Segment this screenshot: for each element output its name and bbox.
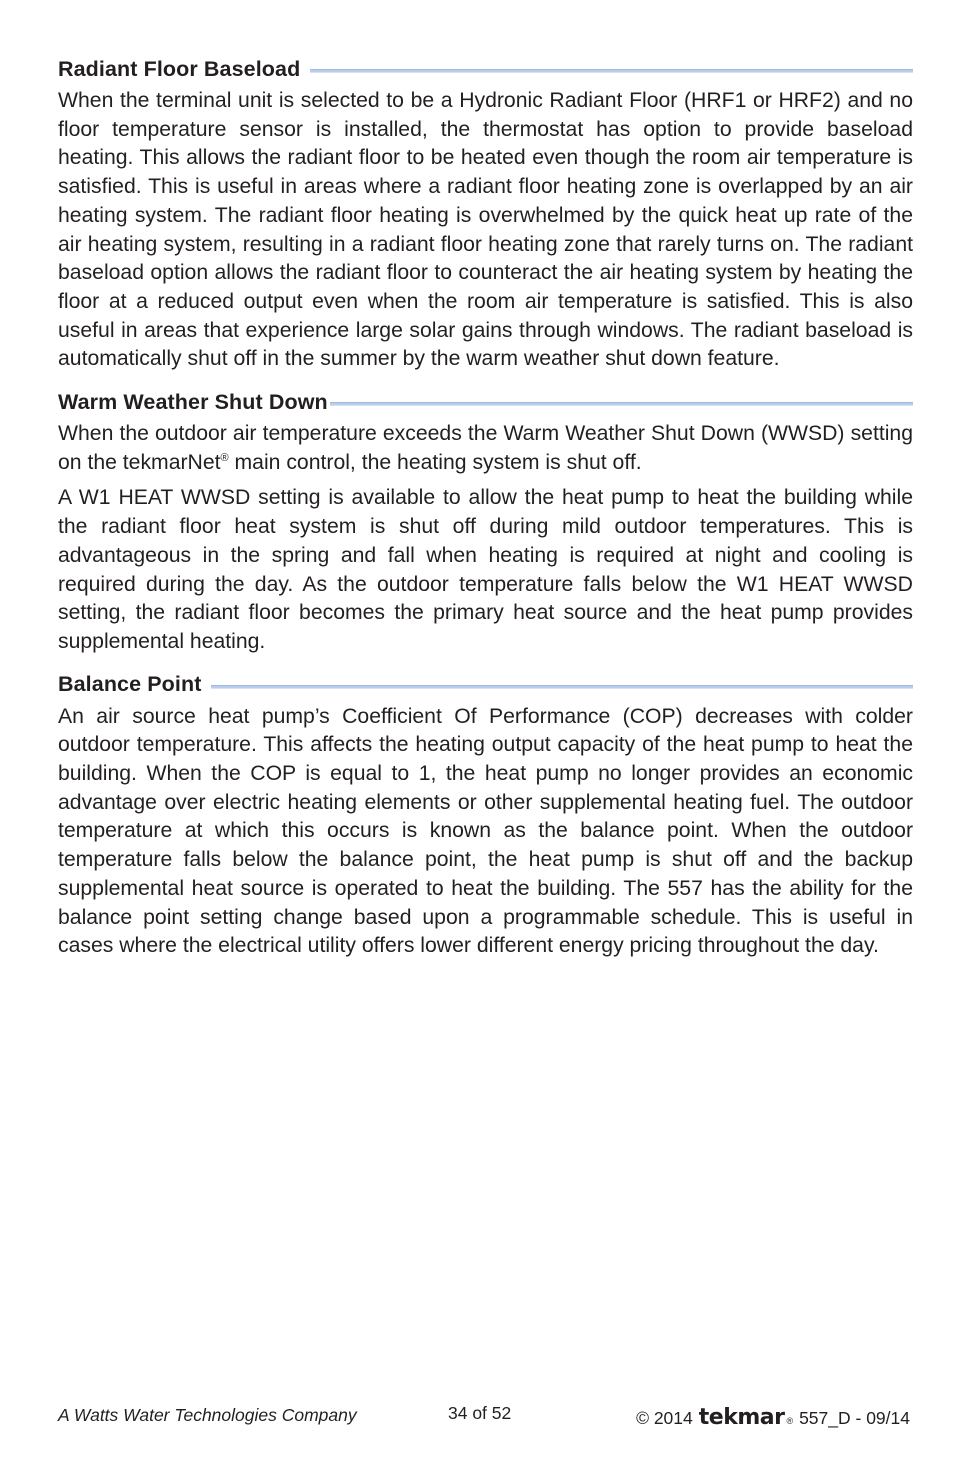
section-title: Warm Weather Shut Down: [58, 389, 328, 414]
section-warm-weather-shut-down: [58, 388, 913, 657]
section-title: Radiant Floor Baseload: [58, 56, 301, 81]
document-body: [58, 55, 913, 975]
paragraph: An air source heat pump’s Coefficient Of Performance (COP) decreases with colder outdoor temperature. This affects the heating output capacity of the heat pump to heat the building. When the COP is equal to 1, the heat pump no longer provides an economic advantage over electric heating elements or other supplemental heating fuel. The outdoor temperature at which this occurs is known as the balance point. When the outdoor temperature falls below the balance point, the heat pump is shut off and the backup supplemental heat source is operated to heat the building. The 557 has the ability for the balance point setting change based upon a programmable schedule. This is useful in cases where the electrical utility offers lower different energy pricing throughout the day.: [58, 704, 913, 958]
brand-logo: tekmar: [698, 1405, 785, 1430]
paragraph-text: When the outdoor air temperature exceeds the Warm Weather Shut Down (WWSD) setting on the tekmarNet: [58, 422, 913, 474]
heading-rule: [310, 69, 913, 73]
footer-company: A Watts Water Technologies Company: [58, 1405, 357, 1425]
paragraph: When the terminal unit is selected to be a Hydronic Radiant Floor (HRF1 or HRF2) and no floor temperature sensor is installed, the thermostat has option to provide baseload heating. This allows the radiant floor to be heated even though the room air temperature is satisfied. This is useful in areas where a radiant floor heating zone is overlapped by an air heating system. The radiant floor heating is overwhelmed by the quick heat up rate of the air heating system, resulting in a radiant floor heating zone that rarely turns on. The radiant baseload option allows the radiant floor to counteract the air heating system by heating the floor at a reduced output even when the room air temperature is satisfied. This is also useful in areas that experience large solar gains through windows. The radiant baseload is automatically shut off in the summer by the warm weather shut down feature.: [58, 89, 913, 371]
heading-rule: [211, 685, 913, 689]
section-heading-row: [58, 55, 913, 83]
page-number: 34 of 52: [448, 1403, 512, 1423]
page-footer: [58, 1403, 910, 1429]
section-heading-row: [58, 671, 913, 699]
section-radiant-floor-baseload: [58, 55, 913, 374]
paragraph: [58, 420, 913, 477]
brand-registered-mark: ®: [786, 1416, 794, 1426]
section-heading-row: [58, 388, 913, 416]
footer-copyright: © 2014: [636, 1408, 693, 1428]
footer-right: [636, 1405, 910, 1430]
section-balance-point: [58, 671, 913, 961]
section-title: Balance Point: [58, 672, 202, 697]
paragraph: A W1 HEAT WWSD setting is available to allow the heat pump to heat the building while the radiant floor heat system is shut off during mild outdoor temperatures. This is advantageous in the spring and fall when heating is required at night and cooling is required during the day. As the outdoor temperature falls below the W1 HEAT WWSD setting, the radiant floor becomes the primary heat source and the heat pump provides supplemental heating.: [58, 486, 913, 653]
registered-mark: ®: [220, 451, 229, 464]
document-code: 557_D - 09/14: [799, 1408, 910, 1428]
paragraph-text: main control, the heating system is shut off.: [228, 450, 642, 474]
heading-rule: [330, 402, 913, 406]
